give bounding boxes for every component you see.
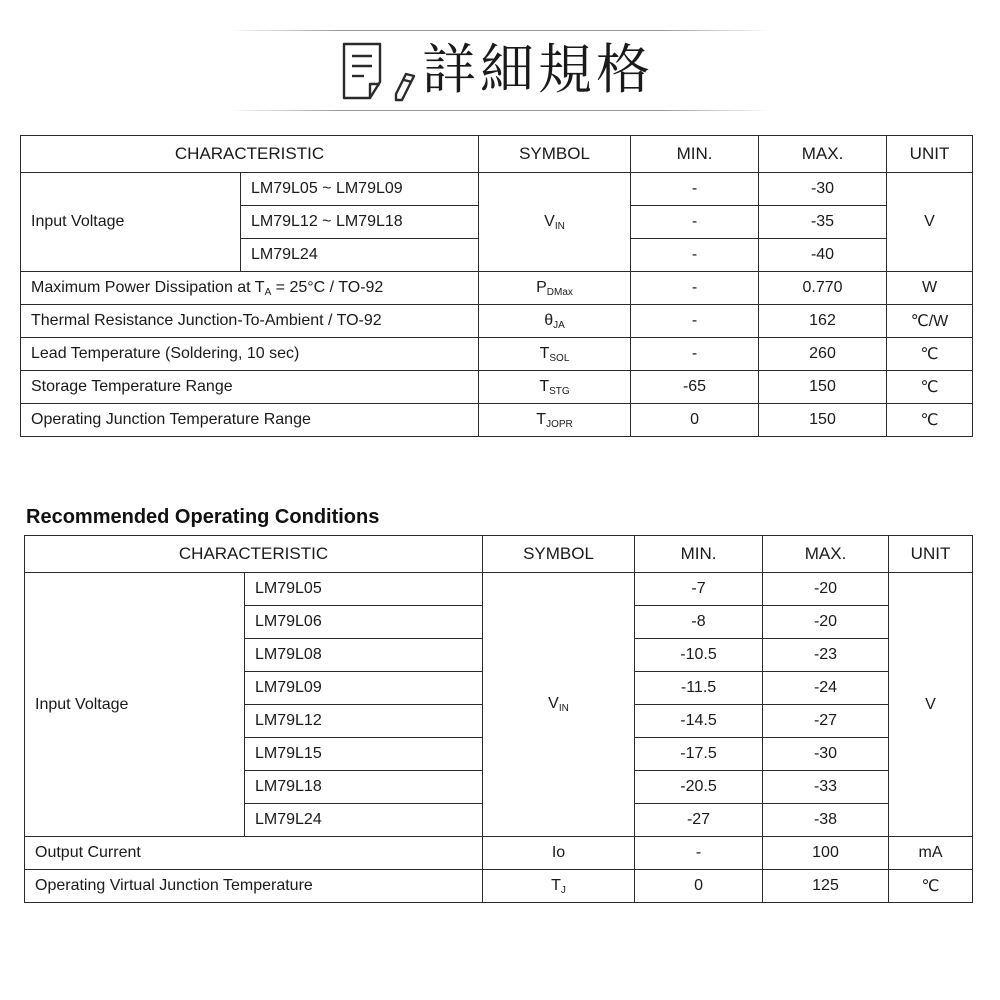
symbol-sub: DMax (546, 286, 573, 298)
max-cell: 100 (763, 837, 889, 870)
header-top-rule (230, 30, 770, 31)
table-row (21, 338, 973, 371)
header-min: MIN. (635, 536, 763, 573)
min-cell: -27 (635, 804, 763, 837)
symbol-main: V (544, 212, 555, 230)
symbol-cell (479, 338, 631, 371)
table-row (25, 573, 973, 606)
min-cell: - (631, 173, 759, 206)
unit-cell: V (887, 173, 973, 272)
min-cell: -17.5 (635, 738, 763, 771)
symbol-cell (483, 837, 635, 870)
table-row (25, 837, 973, 870)
header-symbol: SYMBOL (483, 536, 635, 573)
recommended-conditions-table (24, 535, 973, 903)
min-cell: -20.5 (635, 771, 763, 804)
symbol-sub: STG (549, 385, 570, 397)
characteristic-cell: Storage Temperature Range (21, 371, 479, 404)
max-cell: -27 (763, 705, 889, 738)
max-cell: 150 (759, 404, 887, 437)
symbol-cell (479, 404, 631, 437)
part-cell: LM79L24 (241, 239, 479, 272)
min-cell: - (631, 206, 759, 239)
symbol-sub: SOL (549, 352, 570, 364)
symbol-cell (479, 173, 631, 272)
unit-cell: mA (889, 837, 973, 870)
symbol-cell (479, 272, 631, 305)
max-cell: -30 (759, 173, 887, 206)
header-banner (0, 22, 1000, 122)
header-characteristic: CHARACTERISTIC (25, 536, 483, 573)
unit-cell: ℃ (887, 404, 973, 437)
unit-cell: ℃ (887, 371, 973, 404)
characteristic-text-post: = 25°C / TO-92 (271, 278, 384, 296)
symbol-cell (483, 573, 635, 837)
symbol-main: V (548, 695, 559, 712)
max-cell: -35 (759, 206, 887, 239)
part-cell: LM79L06 (245, 606, 483, 639)
max-cell: -24 (763, 672, 889, 705)
min-cell: -11.5 (635, 672, 763, 705)
max-cell: 150 (759, 371, 887, 404)
unit-cell: ℃ (889, 870, 973, 903)
max-cell: -30 (763, 738, 889, 771)
table-row (21, 404, 973, 437)
characteristic-sub: A (264, 286, 272, 298)
symbol-sub: IN (558, 703, 569, 714)
max-cell: 260 (759, 338, 887, 371)
max-cell: -20 (763, 606, 889, 639)
symbol-cell (479, 371, 631, 404)
part-cell: LM79L08 (245, 639, 483, 672)
table-row (21, 272, 973, 305)
symbol-cell (479, 305, 631, 338)
document-pen-icon (340, 40, 420, 104)
part-cell: LM79L24 (245, 804, 483, 837)
header-max: MAX. (763, 536, 889, 573)
max-cell: -20 (763, 573, 889, 606)
min-cell: -10.5 (635, 639, 763, 672)
section-title: Recommended Operating Conditions (26, 506, 380, 528)
characteristic-text: Maximum Power Dissipation at T (31, 278, 265, 296)
max-cell: -23 (763, 639, 889, 672)
max-cell: 0.770 (759, 272, 887, 305)
unit-cell: ℃/W (887, 305, 973, 338)
symbol-sub: IN (554, 220, 565, 232)
header-max: MAX. (759, 136, 887, 173)
header-bottom-rule (230, 110, 770, 111)
unit-cell: W (887, 272, 973, 305)
characteristic-cell: Input Voltage (21, 173, 241, 272)
absolute-ratings-table (20, 135, 973, 437)
part-cell: LM79L15 (245, 738, 483, 771)
header-unit: UNIT (887, 136, 973, 173)
max-cell: -38 (763, 804, 889, 837)
header-unit: UNIT (889, 536, 973, 573)
symbol-main: T (539, 377, 550, 395)
part-cell: LM79L12 (245, 705, 483, 738)
unit-cell: V (889, 573, 973, 837)
header-symbol: SYMBOL (479, 136, 631, 173)
table-row (21, 371, 973, 404)
characteristic-cell (21, 272, 479, 305)
characteristic-cell: Thermal Resistance Junction-To-Ambient / TO-92 (21, 305, 479, 338)
min-cell: - (631, 305, 759, 338)
max-cell: 125 (763, 870, 889, 903)
part-cell: LM79L05 (245, 573, 483, 606)
min-cell: - (631, 239, 759, 272)
unit-cell: ℃ (887, 338, 973, 371)
characteristic-cell: Output Current (25, 837, 483, 870)
symbol-sub: JOPR (546, 418, 573, 430)
min-cell: -8 (635, 606, 763, 639)
characteristic-cell: Operating Virtual Junction Temperature (25, 870, 483, 903)
min-cell: -14.5 (635, 705, 763, 738)
part-cell: LM79L18 (245, 771, 483, 804)
min-cell: 0 (635, 870, 763, 903)
characteristic-cell: Operating Junction Temperature Range (21, 404, 479, 437)
part-cell: LM79L05 ~ LM79L09 (241, 173, 479, 206)
symbol-main: P (536, 278, 547, 296)
characteristic-cell: Lead Temperature (Soldering, 10 sec) (21, 338, 479, 371)
max-cell: -40 (759, 239, 887, 272)
header-min: MIN. (631, 136, 759, 173)
symbol-main: T (536, 410, 547, 428)
symbol-main: Io (551, 843, 566, 861)
table-header-row (21, 136, 973, 173)
min-cell: - (631, 338, 759, 371)
part-cell: LM79L09 (245, 672, 483, 705)
min-cell: -7 (635, 573, 763, 606)
symbol-sub: JA (553, 319, 565, 331)
table-row (25, 870, 973, 903)
symbol-main: T (539, 344, 550, 362)
max-cell: -33 (763, 771, 889, 804)
min-cell: -65 (631, 371, 759, 404)
min-cell: - (635, 837, 763, 870)
table-row (21, 173, 973, 206)
max-cell: 162 (759, 305, 887, 338)
min-cell: 0 (631, 404, 759, 437)
symbol-main: T (551, 876, 561, 894)
characteristic-cell: Input Voltage (25, 573, 245, 837)
part-cell: LM79L12 ~ LM79L18 (241, 206, 479, 239)
page-title: 詳細規格 (422, 38, 654, 101)
table-header-row (25, 536, 973, 573)
table-row (21, 305, 973, 338)
symbol-sub: J (560, 884, 566, 896)
symbol-main: θ (544, 311, 554, 329)
symbol-cell (483, 870, 635, 903)
header-characteristic: CHARACTERISTIC (21, 136, 479, 173)
min-cell: - (631, 272, 759, 305)
